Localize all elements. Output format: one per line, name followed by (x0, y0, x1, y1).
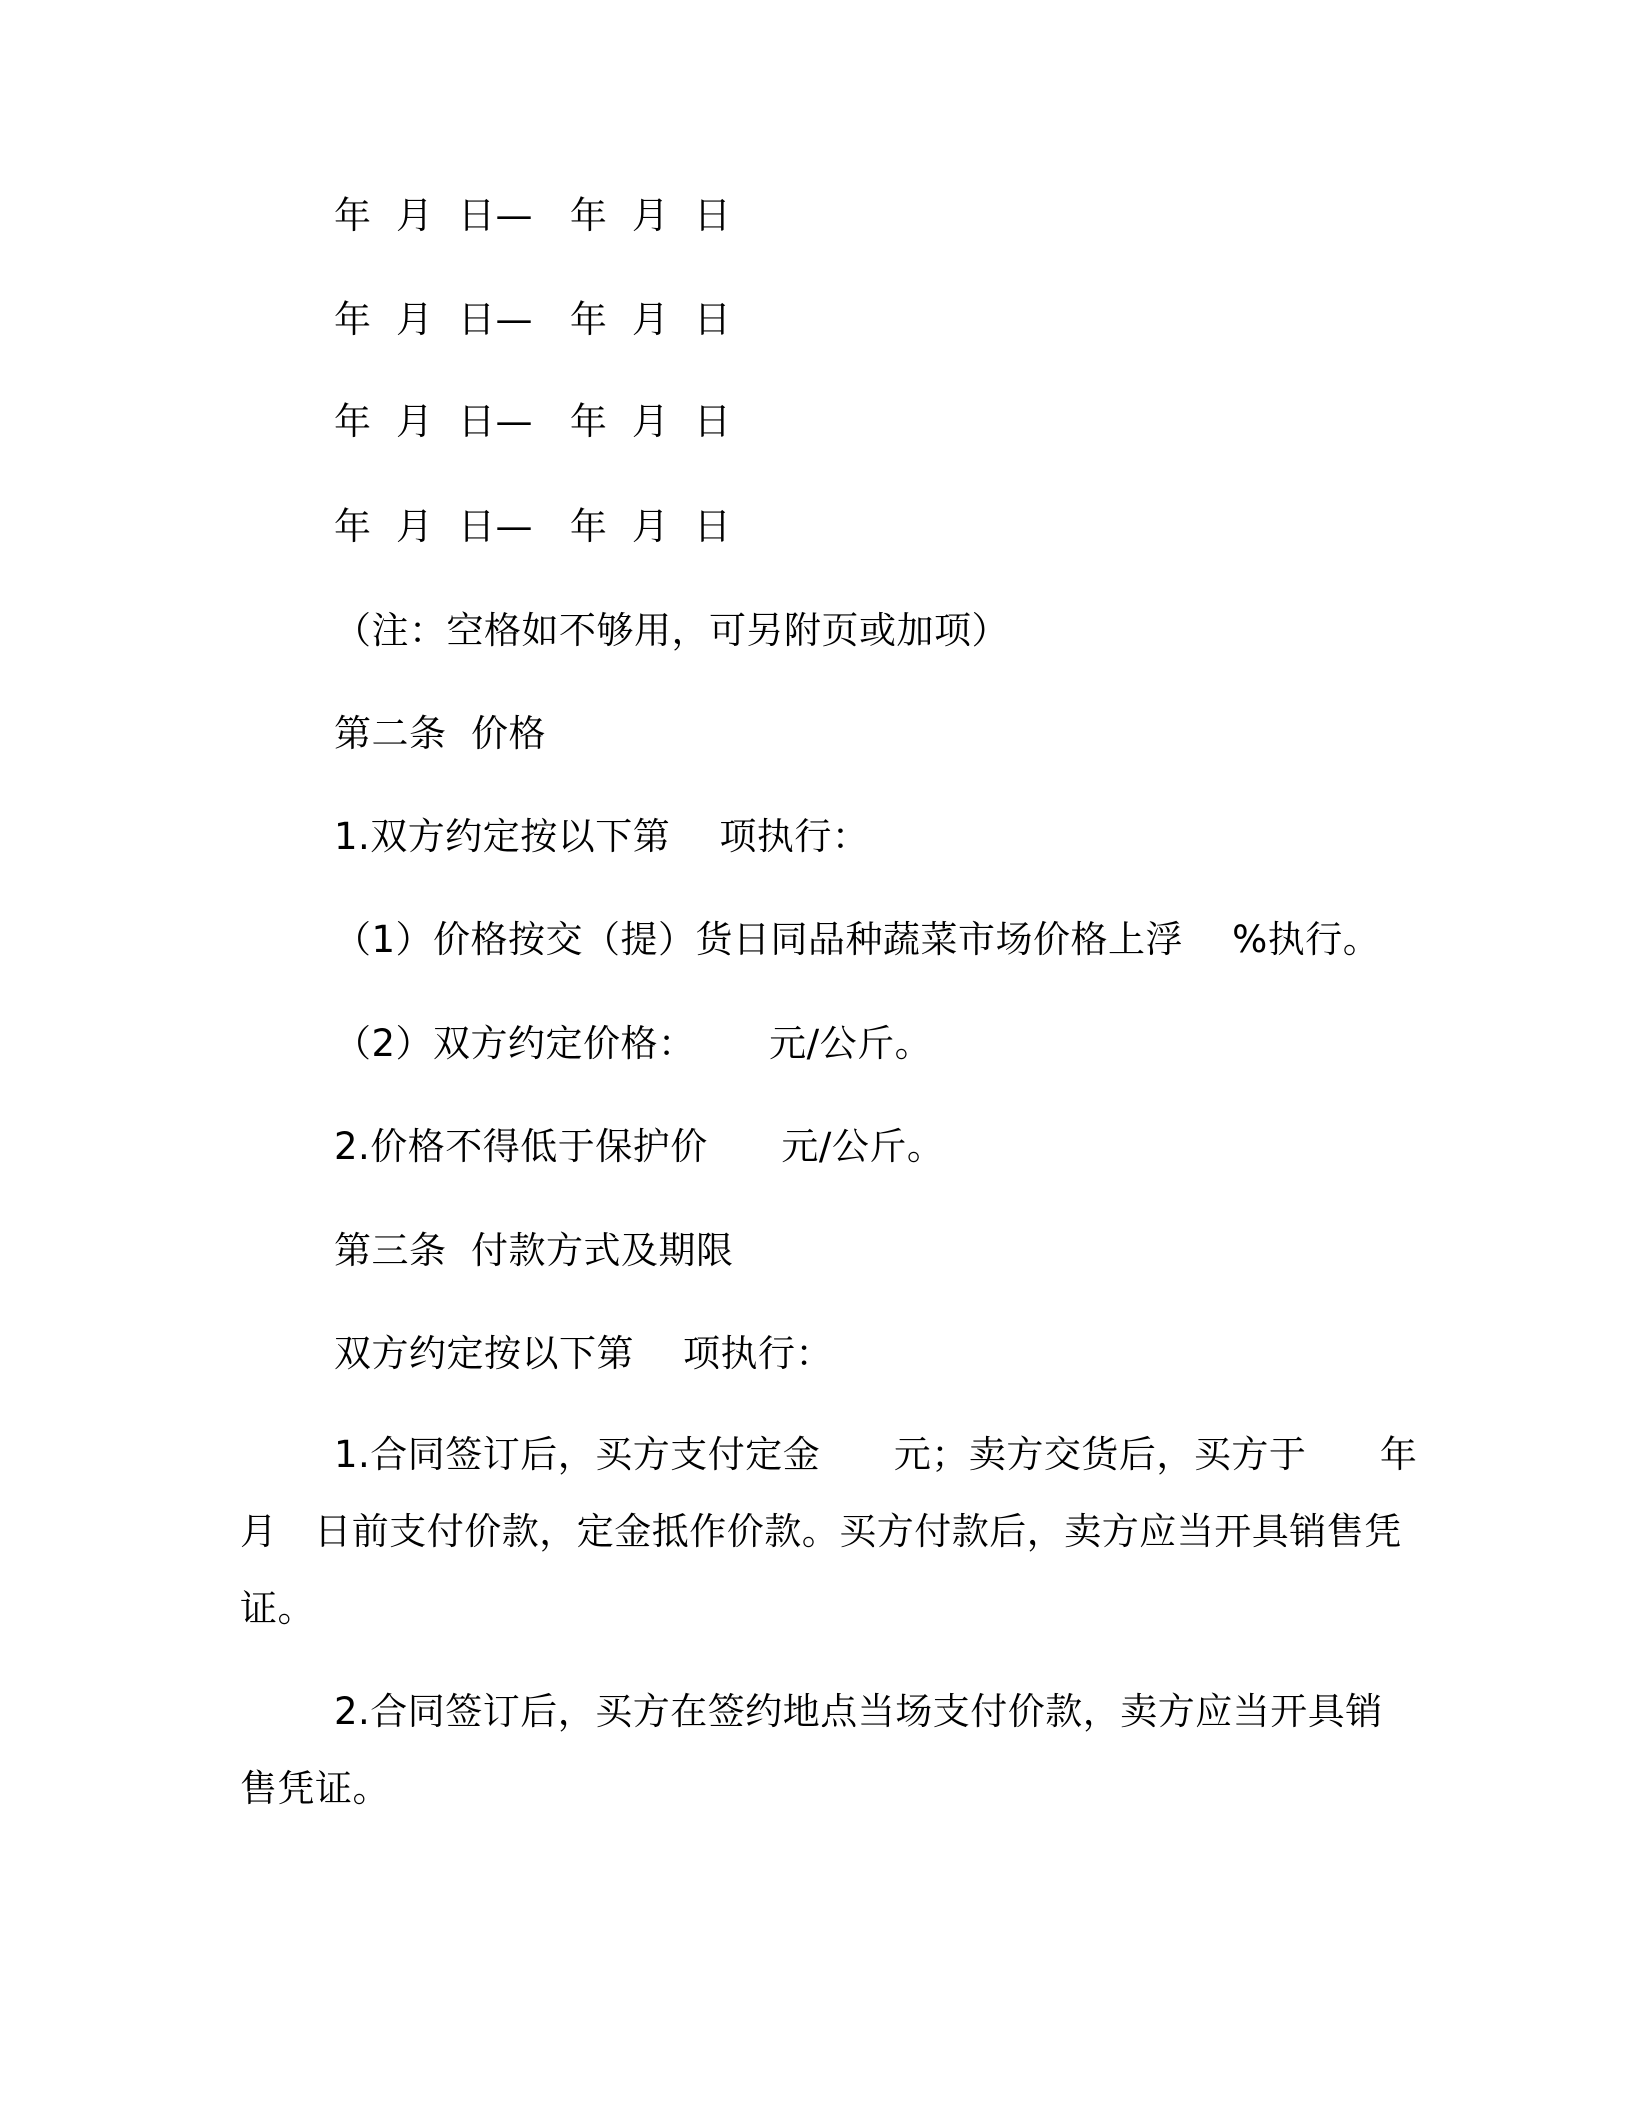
article-3-heading: 第三条 付款方式及期限 (334, 1229, 734, 1272)
article-3-item-2-line-2: 售凭证。 (240, 1767, 390, 1810)
article-3-item-1-line-3: 证。 (240, 1587, 315, 1630)
date-range-line-1: 年 月 日— 年 月 日 (334, 194, 732, 237)
article-2-sub-1: （1）价格按交（提）货日同品种蔬菜市场价格上浮 %执行。 (334, 918, 1381, 961)
date-range-line-3: 年 月 日— 年 月 日 (334, 400, 732, 443)
article-2-item-1: 1.双方约定按以下第 项执行： (334, 815, 870, 858)
article-2-heading: 第二条 价格 (334, 712, 547, 755)
article-3-intro: 双方约定按以下第 项执行： (334, 1332, 834, 1375)
article-3-item-1-line-2: 月 日前支付价款，定金抵作价款。买方付款后，卖方应当开具销售凭 (240, 1510, 1402, 1553)
date-range-line-2: 年 月 日— 年 月 日 (334, 298, 732, 341)
date-range-line-4: 年 月 日— 年 月 日 (334, 505, 732, 548)
note-text: （注：空格如不够用，可另附页或加项） (334, 609, 1009, 652)
article-2-sub-2: （2）双方约定价格： 元/公斤。 (334, 1022, 933, 1065)
article-3-item-1-line-1: 1.合同签订后，买方支付定金 元；卖方交货后，买方于 年 (334, 1433, 1418, 1476)
article-2-item-2: 2.价格不得低于保护价 元/公斤。 (334, 1125, 945, 1168)
article-3-item-2-line-1: 2.合同签订后，买方在签约地点当场支付价款，卖方应当开具销 (334, 1690, 1383, 1733)
